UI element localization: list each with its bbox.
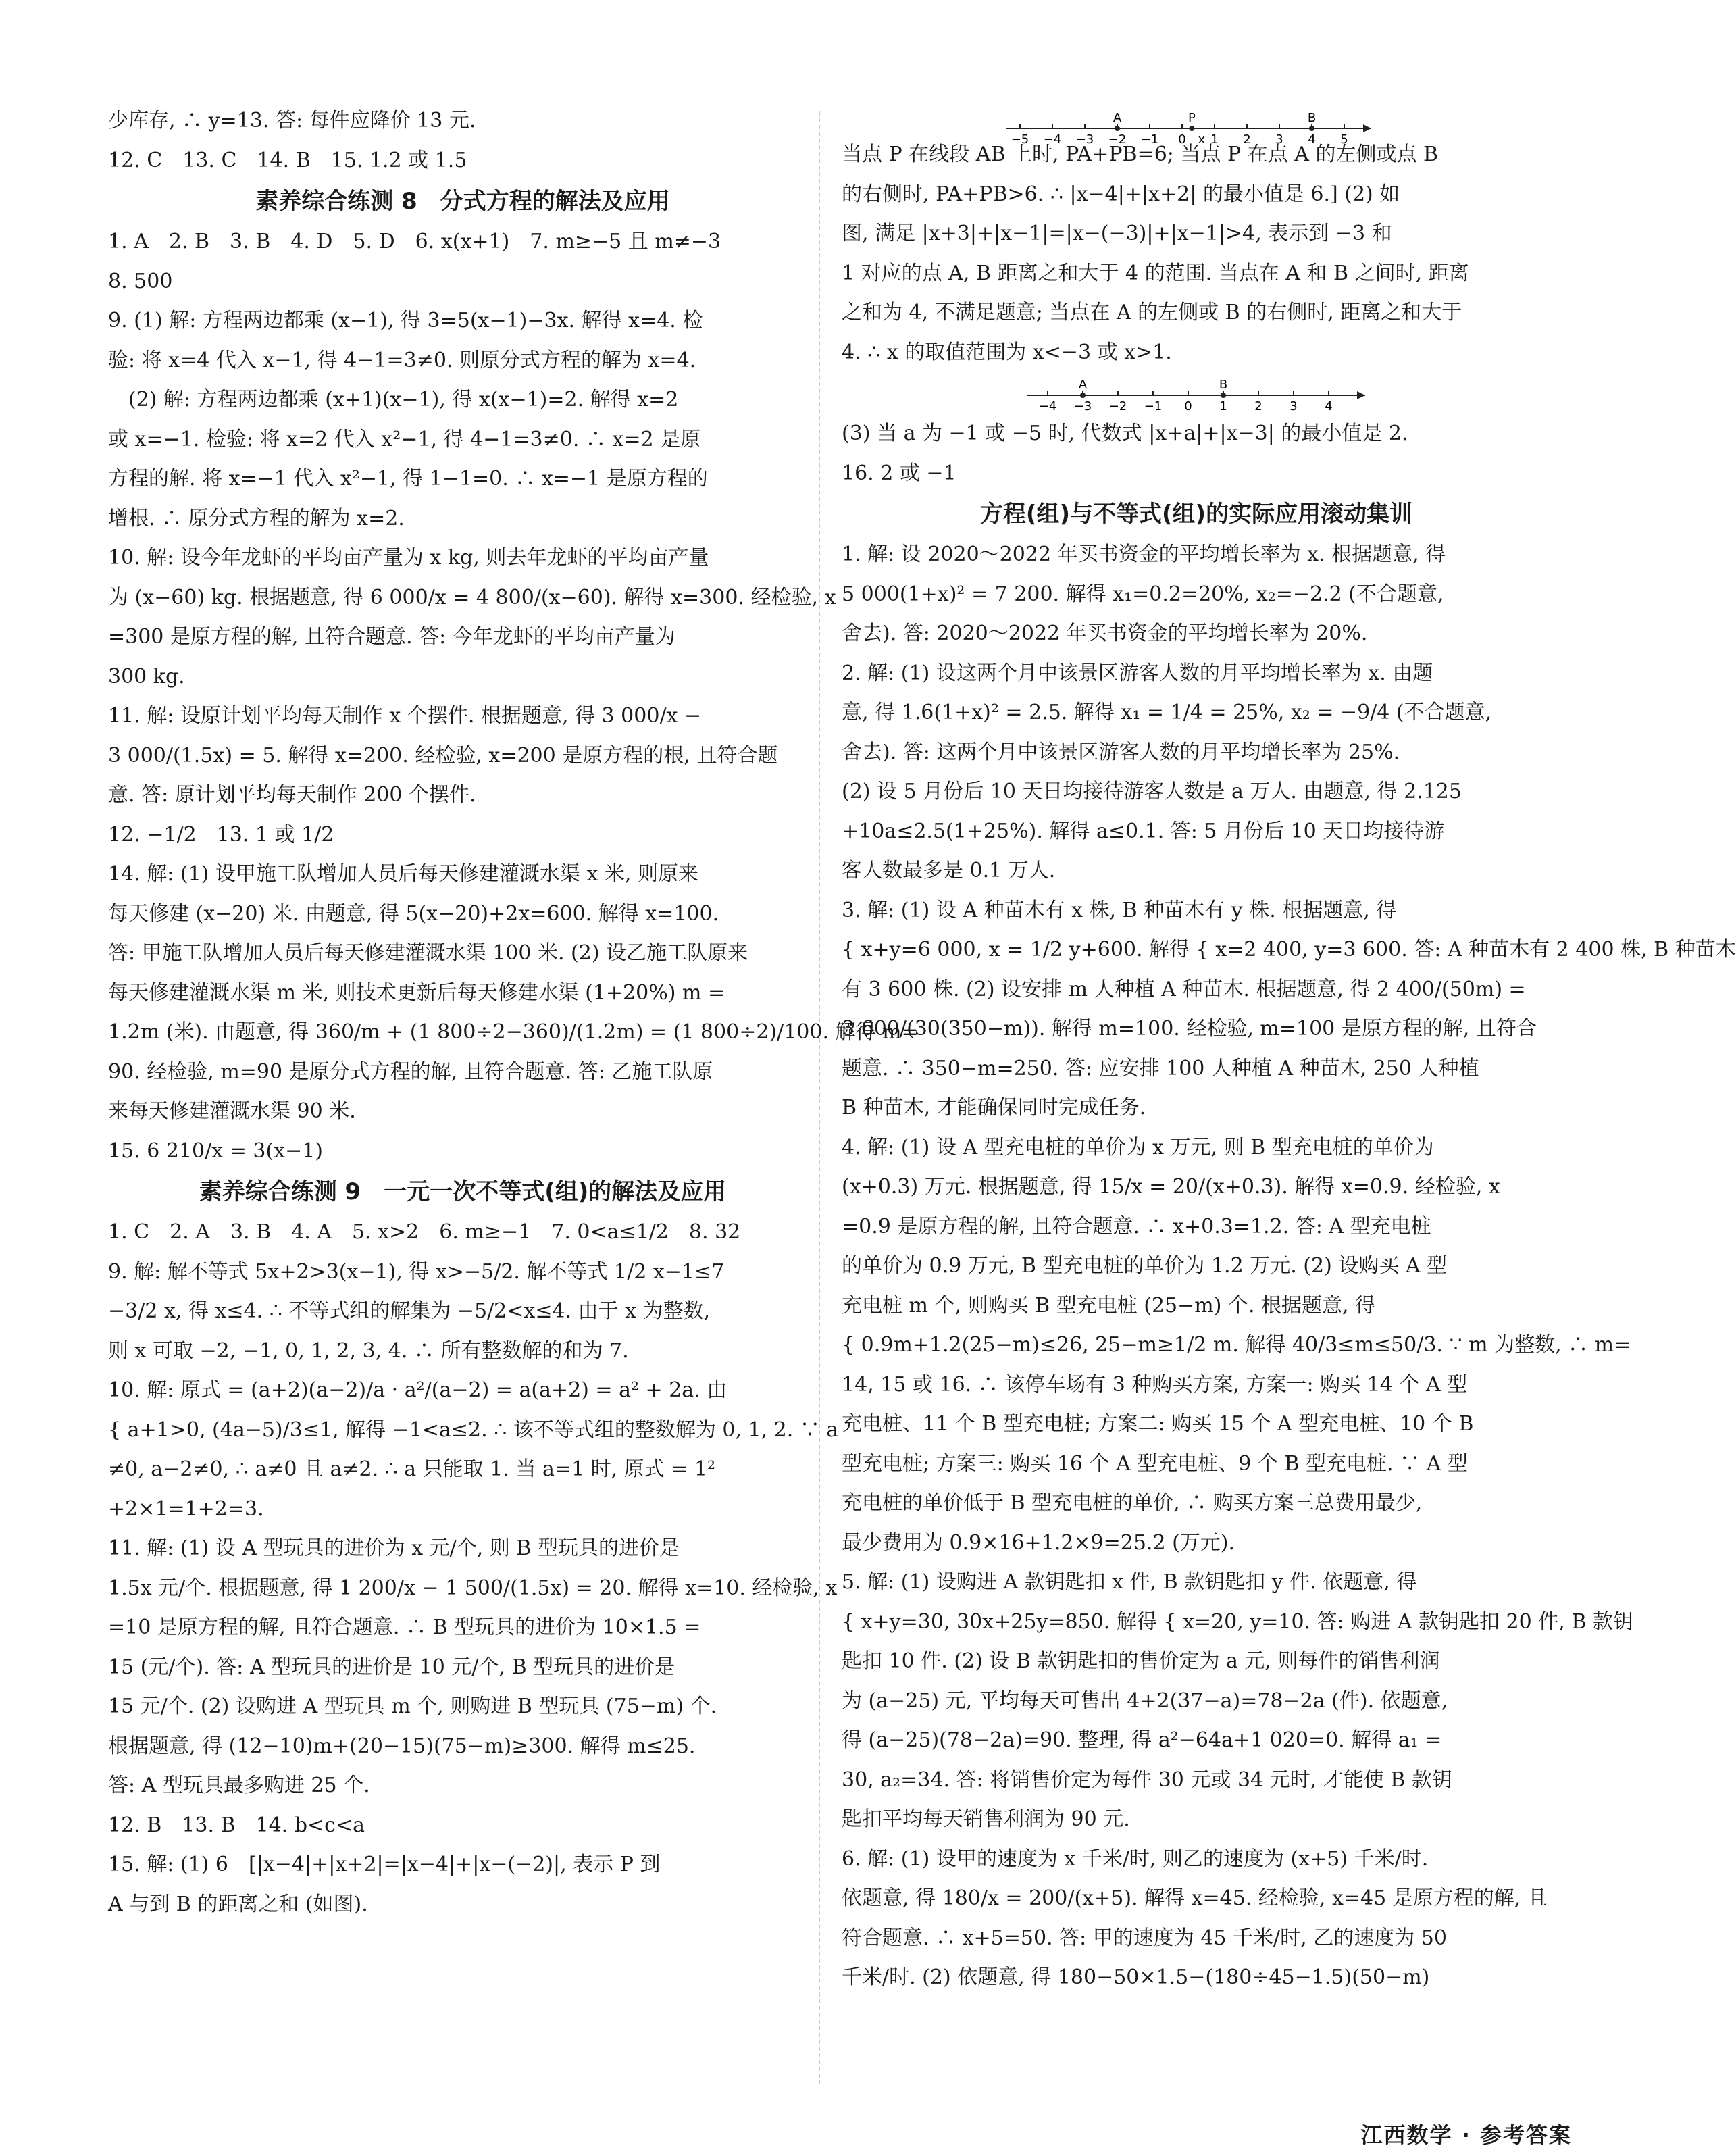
text-line: 11. 解: (1) 设 A 型玩具的进价为 x 元/个, 则 B 型玩具的进价是 bbox=[108, 1536, 680, 1560]
text-line: 方程的解. 将 x=−1 代入 x²−1, 得 1−1=0. ∴ x=−1 是原方程的 bbox=[108, 467, 708, 491]
text-line: 图, 满足 |x+3|+|x−1|=|x−(−3)|+|x−1|>4, 表示到 −3 和 bbox=[842, 222, 1392, 245]
text-line: =10 是原方程的解, 且符合题意. ∴ B 型玩具的进价为 10×1.5 = bbox=[108, 1615, 701, 1639]
tick-label: 3 bbox=[1290, 399, 1298, 413]
tick-label: 4 bbox=[1308, 132, 1316, 147]
text-line: 10. 解: 设今年龙虾的平均亩产量为 x kg, 则去年龙虾的平均亩产量 bbox=[108, 546, 709, 570]
text-line: 11. 解: 设原计划平均每天制作 x 个摆件. 根据题意, 得 3 000/x − bbox=[108, 704, 702, 728]
text-line: 之和为 4, 不满足题意; 当点在 A 的左侧或 B 的右侧时, 距离之和大于 bbox=[842, 301, 1462, 324]
tick-label: −3 bbox=[1073, 399, 1092, 413]
text-line: 增根. ∴ 原分式方程的解为 x=2. bbox=[108, 506, 405, 530]
text-line: { x+y=6 000, x = 1/2 y+600. 解得 { x=2 400, y=3 600. 答: A 种苗木有 2 400 株, B 种苗木 bbox=[842, 938, 1736, 961]
text-line: 舍去). 答: 2020～2022 年买书资金的平均增长率为 20%. bbox=[842, 622, 1368, 645]
text-line: 16. 2 或 −1 bbox=[842, 461, 956, 485]
text-line: 每天修建 (x−20) 米. 由题意, 得 5(x−20)+2x=600. 解得 x=100. bbox=[108, 901, 719, 926]
tick-label: −4 bbox=[1038, 399, 1057, 413]
text-line: 少库存, ∴ y=13. 答: 每件应降价 13 元. bbox=[108, 109, 476, 132]
text-line: +10a≤2.5(1+25%). 解得 a≤0.1. 答: 5 月份后 10 天日均接待游 bbox=[842, 819, 1445, 843]
text-line: 答: A 型玩具最多购进 25 个. bbox=[108, 1774, 370, 1797]
text-line: 符合题意. ∴ x+5=50. 答: 甲的速度为 45 千米/时, 乙的速度为 50 bbox=[842, 1926, 1447, 1950]
text-line: 15 元/个. (2) 设购进 A 型玩具 m 个, 则购进 B 型玩具 (75−m) 个. bbox=[108, 1695, 717, 1718]
tick-label: −1 bbox=[1140, 132, 1159, 147]
text-line: (2) 设 5 月份后 10 天日均接待游客人数是 a 万人. 由题意, 得 2.125 bbox=[842, 780, 1462, 803]
text-line: { x+y=30, 30x+25y=850. 解得 { x=20, y=10. 答: 购进 A 款钥匙扣 20 件, B 款钥 bbox=[842, 1609, 1633, 1634]
text-line: 12. B 13. B 14. b<c<a bbox=[108, 1813, 365, 1837]
text-line: 1. 解: 设 2020～2022 年买书资金的平均增长率为 x. 根据题意, 得 bbox=[842, 543, 1446, 566]
text-line: 1. C 2. A 3. B 4. A 5. x>2 6. m≥−1 7. 0<a≤1/2 8. 32 bbox=[108, 1220, 741, 1244]
text-line: 为 (a−25) 元, 平均每天可售出 4+2(37−a)=78−2a (件). 依题意, bbox=[842, 1688, 1448, 1713]
text-line: 15. 解: (1) 6 [|x−4|+|x+2|=|x−4|+|x−(−2)|, 表示 P 到 bbox=[108, 1853, 661, 1876]
text-line: 4. 解: (1) 设 A 型充电桩的单价为 x 万元, 则 B 型充电桩的单价为 bbox=[842, 1135, 1434, 1159]
text-line: 15. 6 210/x = 3(x−1) bbox=[108, 1138, 324, 1163]
point-marker bbox=[1115, 126, 1120, 131]
tick-label: −2 bbox=[1108, 132, 1127, 147]
text-line: 验: 将 x=4 代入 x−1, 得 4−1=3≠0. 则原分式方程的解为 x=4. bbox=[108, 348, 696, 372]
text-line: 或 x=−1. 检验: 将 x=2 代入 x²−1, 得 4−1=3≠0. ∴ x=2 是原 bbox=[108, 427, 701, 451]
text-line: 意. 答: 原计划平均每天制作 200 个摆件. bbox=[108, 783, 476, 807]
point-label: A bbox=[1113, 111, 1122, 125]
text-line: 来每天修建灌溉水渠 90 米. bbox=[108, 1099, 356, 1123]
text-line: 有 3 600 株. (2) 设安排 m 人种植 A 种苗木. 根据题意, 得 2 400/(50m) = bbox=[842, 977, 1526, 1001]
text-line: (3) 当 a 为 −1 或 −5 时, 代数式 |x+a|+|x−3| 的最小值是 2. bbox=[842, 422, 1408, 445]
text-line: 答: 甲施工队增加人员后每天修建灌溉水渠 100 米. (2) 设乙施工队原来 bbox=[108, 941, 748, 965]
axis-arrow bbox=[1363, 124, 1371, 132]
text-line: 得 (a−25)(78−2a)=90. 整理, 得 a²−64a+1 020=0. 解得 a₁ = bbox=[842, 1728, 1442, 1752]
text-line: 舍去). 答: 这两个月中该景区游客人数的月平均增长率为 25%. bbox=[842, 740, 1400, 764]
text-line: 6. 解: (1) 设甲的速度为 x 千米/时, 则乙的速度为 (x+5) 千米/时. bbox=[842, 1847, 1429, 1871]
section-heading: 素养综合练测 8 分式方程的解法及应用 bbox=[255, 188, 670, 215]
tick-label: 4 bbox=[1325, 399, 1333, 413]
tick-label: −5 bbox=[1011, 132, 1029, 147]
text-line: 90. 经检验, m=90 是原分式方程的解, 且符合题意. 答: 乙施工队原 bbox=[108, 1059, 713, 1084]
text-line: 的右侧时, PA+PB>6. ∴ |x−4|+|x+2| 的最小值是 6.] (2) 如 bbox=[842, 182, 1400, 206]
text-line: 1.2m (米). 由题意, 得 360/m + (1 800÷2−360)/(1.2m) = (1 800÷2)/100. 解得 m= bbox=[108, 1020, 919, 1044]
text-line: 3. 解: (1) 设 A 种苗木有 x 株, B 种苗木有 y 株. 根据题意, 得 bbox=[842, 898, 1397, 922]
text-line: 每天修建灌溉水渠 m 米, 则技术更新后每天修建水渠 (1+20%) m = bbox=[108, 980, 725, 1005]
text-line: (2) 解: 方程两边都乘 (x+1)(x−1), 得 x(x−1)=2. 解得 x=2 bbox=[108, 388, 679, 411]
text-line: 为 (x−60) kg. 根据题意, 得 6 000/x = 4 800/(x−60). 解得 x=300. 经检验, x bbox=[108, 585, 836, 609]
tick-label: −3 bbox=[1075, 132, 1094, 147]
number-line-2 bbox=[1021, 372, 1372, 414]
text-line: 千米/时. (2) 依题意, 得 180−50×1.5−(180÷45−1.5)(50−m) bbox=[842, 1965, 1430, 1989]
text-line: 匙扣 10 件. (2) 设 B 款钥匙扣的售价定为 a 元, 则每件的销售利润 bbox=[842, 1649, 1440, 1673]
text-line: 题意. ∴ 350−m=250. 答: 应安排 100 人种植 A 种苗木, 250 人种植 bbox=[842, 1056, 1479, 1080]
text-line: 9. 解: 解不等式 5x+2>3(x−1), 得 x>−5/2. 解不等式 1/2 x−1≤7 bbox=[108, 1259, 725, 1284]
column-divider bbox=[819, 111, 820, 2084]
text-line: B 种苗木, 才能确保同时完成任务. bbox=[842, 1096, 1146, 1120]
text-line: 充电桩、11 个 B 型充电桩; 方案二: 购买 15 个 A 型充电桩、10 个 B bbox=[842, 1412, 1474, 1436]
text-line: 最少费用为 0.9×16+1.2×9=25.2 (万元). bbox=[842, 1530, 1235, 1555]
tick-label: 2 bbox=[1243, 132, 1251, 147]
x-label: x bbox=[1198, 132, 1206, 147]
text-line: { a+1>0, (4a−5)/3≤1, 解得 −1<a≤2. ∴ 该不等式组的整数解为 0, 1, 2. ∵ a bbox=[108, 1418, 839, 1442]
axis-arrow bbox=[1357, 391, 1365, 399]
text-line: +2×1=1+2=3. bbox=[108, 1497, 264, 1521]
text-line: 的单价为 0.9 万元, B 型充电桩的单价为 1.2 万元. (2) 设购买 A 型 bbox=[842, 1254, 1448, 1278]
text-line: 30, a₂=34. 答: 将销售价定为每件 30 元或 34 元时, 才能使 B 款钥 bbox=[842, 1768, 1452, 1792]
point-label: B bbox=[1307, 111, 1317, 125]
text-line: 2. 解: (1) 设这两个月中该景区游客人数的月平均增长率为 x. 由题 bbox=[842, 661, 1433, 685]
tick-label: −1 bbox=[1144, 399, 1163, 413]
point-marker bbox=[1189, 126, 1194, 131]
tick-label: 3 bbox=[1275, 132, 1283, 147]
text-line: 8. 500 bbox=[108, 269, 173, 293]
text-line: ≠0, a−2≠0, ∴ a≠0 且 a≠2. ∴ a 只能取 1. 当 a=1 时, 原式 = 1² bbox=[108, 1457, 716, 1481]
tick-label: −4 bbox=[1043, 132, 1062, 147]
text-line: 9. (1) 解: 方程两边都乘 (x−1), 得 3=5(x−1)−3x. 解得 x=4. 检 bbox=[108, 309, 703, 332]
right-column-bottom bbox=[842, 414, 1736, 1998]
text-line: =0.9 是原方程的解, 且符合题意. ∴ x+0.3=1.2. 答: A 型充电桩 bbox=[842, 1214, 1431, 1238]
text-line: 3 600/(30(350−m)). 解得 m=100. 经检验, m=100 是原方程的解, 且符合 bbox=[842, 1017, 1537, 1041]
text-line: 14. 解: (1) 设甲施工队增加人员后每天修建灌溉水渠 x 米, 则原来 bbox=[108, 862, 698, 886]
text-line: 匙扣平均每天销售利润为 90 元. bbox=[842, 1807, 1130, 1831]
text-line: (x+0.3) 万元. 根据题意, 得 15/x = 20/(x+0.3). 解得 x=0.9. 经检验, x bbox=[842, 1175, 1500, 1199]
tick-label: −2 bbox=[1108, 399, 1127, 413]
point-marker bbox=[1221, 393, 1226, 398]
text-line: 则 x 可取 −2, −1, 0, 1, 2, 3, 4. ∴ 所有整数解的和为 7. bbox=[108, 1338, 629, 1363]
text-line: 3 000/(1.5x) = 5. 解得 x=200. 经检验, x=200 是原方程的根, 且符合题 bbox=[108, 743, 778, 768]
tick-label: 1 bbox=[1210, 132, 1219, 147]
text-line: 当点 P 在线段 AB 上时, PA+PB=6; 当点 P 在点 A 的左侧或点 B bbox=[842, 143, 1439, 166]
tick-label: 5 bbox=[1340, 132, 1348, 147]
section-heading: 方程(组)与不等式(组)的实际应用滚动集训 bbox=[979, 501, 1413, 528]
tick-label: 0 bbox=[1178, 132, 1186, 147]
text-line: 14, 15 或 16. ∴ 该停车场有 3 种购买方案, 方案一: 购买 14 个 A 型 bbox=[842, 1372, 1468, 1397]
point-label: P bbox=[1188, 111, 1196, 125]
section-heading: 素养综合练测 9 一元一次不等式(组)的解法及应用 bbox=[199, 1178, 727, 1205]
text-line: 5. 解: (1) 设购进 A 款钥匙扣 x 件, B 款钥匙扣 y 件. 依题意, 得 bbox=[842, 1570, 1417, 1594]
text-line: { 0.9m+1.2(25−m)≤26, 25−m≥1/2 m. 解得 40/3≤m≤50/3. ∵ m 为整数, ∴ m= bbox=[842, 1333, 1631, 1357]
text-line: 根据题意, 得 (12−10)m+(20−15)(75−m)≥300. 解得 m≤25. bbox=[108, 1734, 696, 1758]
text-line: 10. 解: 原式 = (a+2)(a−2)/a · a²/(a−2) = a(a+2) = a² + 2a. 由 bbox=[108, 1378, 727, 1402]
text-line: 充电桩的单价低于 B 型充电桩的单价, ∴ 购买方案三总费用最少, bbox=[842, 1491, 1423, 1515]
text-line: 4. ∴ x 的取值范围为 x<−3 或 x>1. bbox=[842, 340, 1172, 364]
text-line: 12. C 13. C 14. B 15. 1.2 或 1.5 bbox=[108, 148, 467, 172]
text-line: 客人数最多是 0.1 万人. bbox=[842, 859, 1056, 882]
point-marker bbox=[1080, 393, 1086, 398]
right-column bbox=[842, 135, 1736, 1998]
text-line: 12. −1/2 13. 1 或 1/2 bbox=[108, 822, 334, 847]
point-marker bbox=[1309, 126, 1314, 131]
text-line: 15 (元/个). 答: A 型玩具的进价是 10 元/个, B 型玩具的进价是 bbox=[108, 1655, 675, 1679]
text-line: 1 对应的点 A, B 距离之和大于 4 的范围. 当点在 A 和 B 之间时, 距离 bbox=[842, 261, 1469, 285]
text-line: A 与到 B 的距离之和 (如图). bbox=[108, 1892, 368, 1916]
text-line: 1. A 2. B 3. B 4. D 5. D 6. x(x+1) 7. m≥−5 且 m≠−3 bbox=[108, 230, 721, 253]
text-line: 充电桩 m 个, 则购买 B 型充电桩 (25−m) 个. 根据题意, 得 bbox=[842, 1293, 1376, 1318]
point-label: B bbox=[1219, 378, 1228, 392]
text-line: 5 000(1+x)² = 7 200. 解得 x₁=0.2=20%, x₂=−2.2 (不合题意, bbox=[842, 582, 1444, 606]
point-label: A bbox=[1078, 378, 1088, 392]
text-line: 型充电桩; 方案三: 购买 16 个 A 型充电桩、9 个 B 型充电桩. ∵ A 型 bbox=[842, 1451, 1468, 1476]
tick-label: 0 bbox=[1184, 399, 1192, 413]
text-line: 意, 得 1.6(1+x)² = 2.5. 解得 x₁ = 1/4 = 25%, x₂ = −9/4 (不合题意, bbox=[842, 701, 1492, 724]
tick-label: 2 bbox=[1254, 399, 1262, 413]
text-line: 1.5x 元/个. 根据题意, 得 1 200/x − 1 500/(1.5x) = 20. 解得 x=10. 经检验, x bbox=[108, 1576, 838, 1600]
text-line: =300 是原方程的解, 且符合题意. 答: 今年龙虾的平均亩产量为 bbox=[108, 625, 675, 649]
text-line: −3/2 x, 得 x≤4. ∴ 不等式组的解集为 −5/2<x≤4. 由于 x 为整数, bbox=[108, 1299, 711, 1323]
text-line: 300 kg. bbox=[108, 664, 185, 688]
text-line: 依题意, 得 180/x = 200/(x+5). 解得 x=45. 经检验, x=45 是原方程的解, 且 bbox=[842, 1886, 1548, 1910]
tick-label: 1 bbox=[1219, 399, 1227, 413]
page-footer: 江西数学 · 参考答案 bbox=[1360, 2122, 1572, 2148]
right-column-top bbox=[842, 135, 1551, 372]
